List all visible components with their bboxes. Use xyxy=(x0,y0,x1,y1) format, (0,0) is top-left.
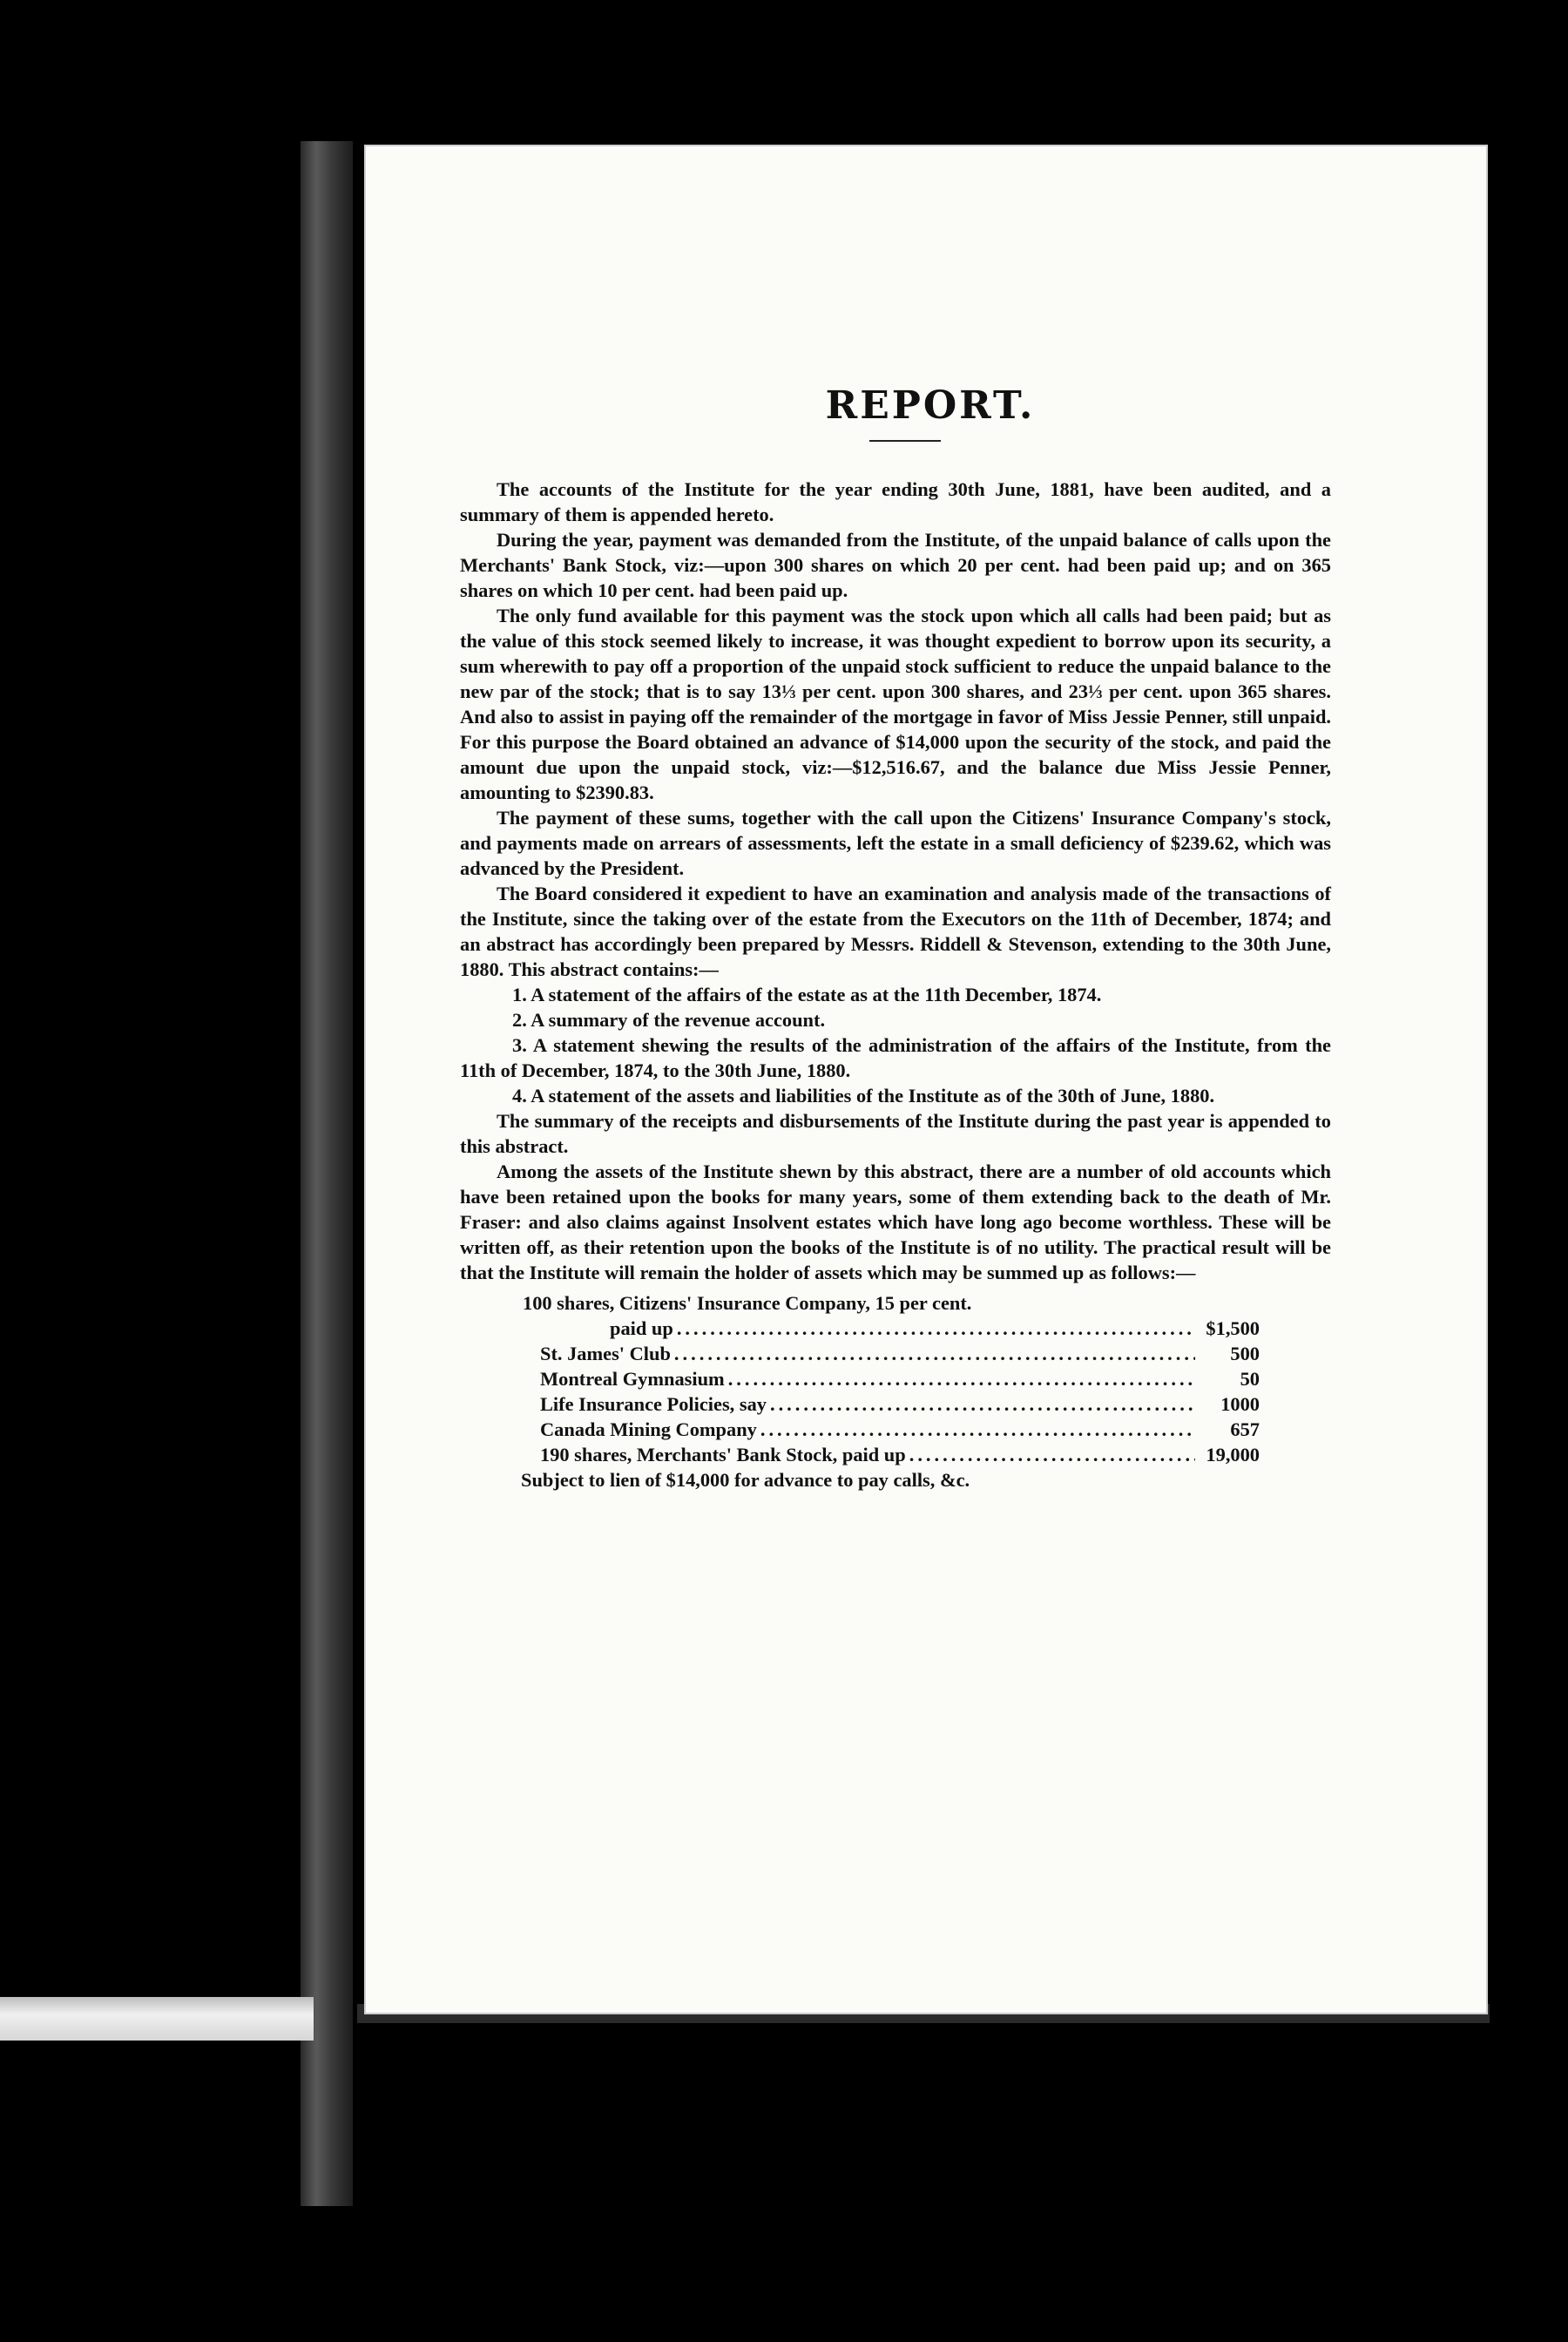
asset-value: 500 xyxy=(1230,1343,1260,1364)
asset-label: paid up xyxy=(610,1317,673,1339)
paragraph: The Board considered it expedient to have an examination and analysis made of the transactions of the Institute, since the taking over of the estate from the Executors on the 11th of December, 1874; and an abstract has accordingly been prepared by Messrs. Riddell & Stevenson, extending to the 30th June, 1880. This abstract contains:— xyxy=(460,883,1331,980)
asset-row xyxy=(610,1316,1260,1341)
title-rule xyxy=(869,440,941,442)
asset-row xyxy=(540,1442,1260,1467)
report-title: REPORT. xyxy=(825,383,1036,428)
list-item: 1. A statement of the affairs of the estate as at the 11th December, 1874. xyxy=(512,984,1102,1005)
paragraph: The payment of these sums, together with the call upon the Citizens' Insurance Company's stock, and payments made on arrears of assessments, left the estate in a small deficiency of $239.62, which was advanced by the President. xyxy=(460,807,1331,879)
list-item: 4. A statement of the assets and liabilities of the Institute as of the 30th of June, 1880. xyxy=(512,1085,1215,1107)
leader-dots xyxy=(770,1391,1195,1417)
asset-value: 19,000 xyxy=(1206,1444,1260,1465)
asset-row xyxy=(540,1341,1260,1366)
asset-label: St. James' Club xyxy=(540,1343,671,1364)
list-item: 2. A summary of the revenue account. xyxy=(512,1009,826,1031)
leader-dots xyxy=(760,1417,1195,1442)
binding-edge xyxy=(0,1997,314,2041)
paragraph: The accounts of the Institute for the year ending 30th June, 1881, have been audited, and a summary of them is appended hereto. xyxy=(460,478,1331,525)
asset-value: 1000 xyxy=(1220,1393,1260,1415)
book-spine xyxy=(301,141,353,2206)
asset-label: Life Insurance Policies, say xyxy=(540,1393,767,1415)
assets-list xyxy=(460,1290,1331,1493)
asset-label: Montreal Gymnasium xyxy=(540,1368,725,1390)
asset-value: 657 xyxy=(1230,1418,1260,1440)
leader-dots xyxy=(674,1341,1195,1366)
list-item: 3. A statement shewing the results of the administration of the affairs of the Institute, from the 11th of December, 1874, to the 30th June, 1880. xyxy=(460,1034,1331,1081)
document-page xyxy=(364,145,1488,2014)
paragraph: During the year, payment was demanded from the Institute, of the unpaid balance of calls upon the Merchants' Bank Stock, viz:—upon 300 shares on which 20 per cent. had been paid up; and on 365 shares on which 10 per cent. had been paid up. xyxy=(460,529,1331,601)
paragraph: The summary of the receipts and disbursements of the Institute during the past year is appended to this abstract. xyxy=(460,1110,1331,1157)
paragraph: The only fund available for this payment was the stock upon which all calls had been paid; but as the value of this stock seemed likely to increase, it was thought expedient to borrow upon its security, a sum wherewith to pay off a proportion of the unpaid stock sufficient to reduce the unpaid balance to the new par of the stock; that is to say 13⅓ per cent. upon 300 shares, and 23⅓ per cent. upon 365 shares. And also to assist in paying off the remainder of the mortgage in favor of Miss Jessie Penner, still unpaid. For this purpose the Board obtained an advance of $14,000 upon the security of the stock, and paid the amount due upon the unpaid stock, viz:—$12,516.67, and the balance due Miss Jessie Penner, amounting to $2390.83. xyxy=(460,605,1331,803)
leader-dots xyxy=(728,1366,1195,1391)
assets-first-line: 100 shares, Citizens' Insurance Company, 15 per cent. xyxy=(523,1292,972,1314)
asset-label: 190 shares, Merchants' Bank Stock, paid up xyxy=(540,1444,906,1465)
report-body xyxy=(460,384,1331,1493)
leader-dots xyxy=(677,1316,1195,1341)
asset-row xyxy=(540,1417,1260,1442)
asset-row xyxy=(540,1391,1260,1417)
asset-value: $1,500 xyxy=(1206,1317,1260,1339)
leader-dots xyxy=(909,1442,1195,1467)
lien-note: Subject to lien of $14,000 for advance to pay calls, &c. xyxy=(521,1469,970,1491)
asset-label: Canada Mining Company xyxy=(540,1418,757,1440)
asset-value: 50 xyxy=(1240,1368,1260,1390)
asset-row xyxy=(540,1366,1260,1391)
paragraph: Among the assets of the Institute shewn by this abstract, there are a number of old accounts which have been retained upon the books for many years, some of them extending back to the death of Mr. Fraser: and also claims against Insolvent estates which have long ago become worthless. These will be written off, as their retention upon the books of the Institute is of no utility. The practical result will be that the Institute will remain the holder of assets which may be summed up as follows:— xyxy=(460,1161,1331,1283)
